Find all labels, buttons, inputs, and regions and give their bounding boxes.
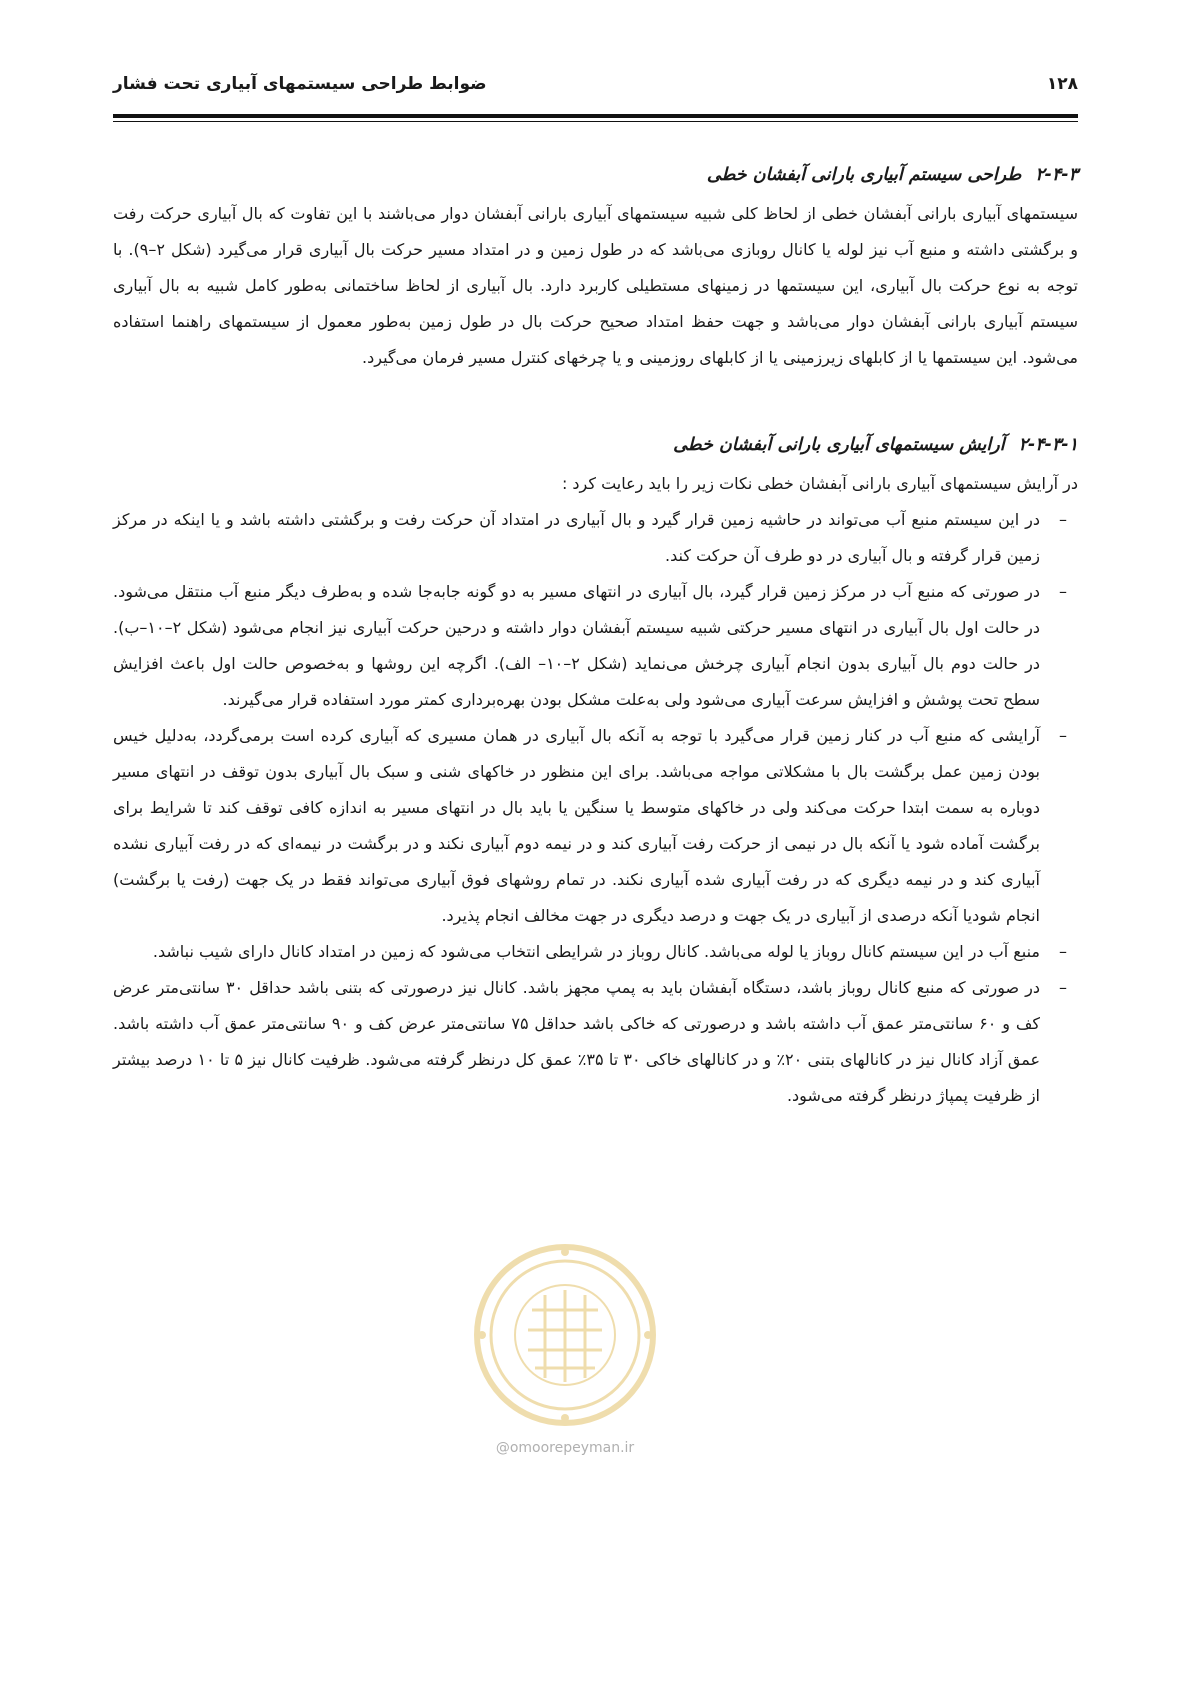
section-spacer [113,376,1078,428]
section-heading [113,158,1078,192]
list-item-text: در صورتی که منبع کانال روباز باشد، دستگاه آبفشان باید به پمپ مجهز باشد. کانال نیز درصورتی که بتنی باشد حداقل ۳۰ سانتی‌متر عرض کف و ۶۰ سانتی‌متر عمق آب داشته باشد و درصورتی که خاکی باشد حداقل ۷۵ سانتی‌متر عرض کف و ۹۰ سانتی‌متر عمق آب داشته باشد. عمق آزاد کانال نیز در کانالهای بتنی ۲۰٪ و در کانالهای خاکی ۳۰ تا ۳۵٪ عمق کل درنظر گرفته می‌شود. ظرفیت کانال نیز ۵ تا ۱۰ درصد بیشتر از ظرفیت پمپاژ درنظر گرفته می‌شود. [113,978,1041,1105]
section-paragraph: سیستمهای آبیاری بارانی آبفشان خطی از لحاظ کلی شبیه سیستمهای آبیاری بارانی آبفشان دوار می‌باشند با این تفاوت که بال آبیاری حرکت رفت و برگشتی داشته و منبع آب نیز لوله یا کانال روبازی می‌باشد که در طول زمین و در امتداد مسیر حرکت بال آبیاری قرار می‌گیرد (شکل ۲–۹). با توجه به نوع حرکت بال آبیاری، این سیستمها در زمینهای مستطیلی کاربرد دارد. بال آبیاری از لحاظ ساختمانی به‌طور کامل شبیه به بال آبیاری سیستم آبیاری بارانی آبفشان دوار می‌باشد و جهت حفظ امتداد صحیح حرکت بال در طول زمین به‌طور معمول از سیستمهای راهنما استفاده می‌شود. این سیستمها یا از کابلهای زیرزمینی یا از کابلهای روزمینی و یا چرخهای کنترل مسیر فرمان می‌گیرد. [113,204,1078,367]
section-number: ۲-۴-۳ [1035,165,1078,185]
bullet-dash: – [1059,942,1067,961]
running-title: ضوابط طراحی سیستمهای آبیاری تحت فشار [113,74,487,94]
list-item [113,970,1078,1114]
bullet-dash: – [1059,726,1067,745]
header-rule-thin [113,121,1078,122]
list-item [113,502,1078,574]
list-item-text: در صورتی که منبع آب در مرکز زمین قرار گیرد، بال آبیاری در انتهای مسیر به دو گونه جابه‌جا شده و به‌طرف دیگر منبع آب منتقل می‌شود. در حالت اول بال آبیاری در انتهای مسیر حرکتی شبیه سیستم آبفشان دوار داشته و درحین حرکت آبیاری نیز انجام می‌شود (شکل ۲–۱۰–ب). در حالت دوم بال آبیاری بدون انجام آبیاری چرخش می‌نماید (شکل ۲–۱۰– الف). اگرچه این روشها و به‌خصوص حالت اول باعث افزایش سطح تحت پوشش و افزایش سرعت آبیاری می‌شود ولی به‌علت مشکل بودن بهره‌برداری کمتر مورد استفاده قرار می‌گیرند. [113,582,1041,709]
section-title: طراحی سیستم آبیاری بارانی آبفشان خطی [706,165,1022,185]
bullet-dash: – [1059,510,1067,529]
watermark-seal-icon [470,1240,660,1430]
list-item [113,574,1078,718]
subsection-number: ۲-۴-۳-۱ [1018,435,1078,455]
list-item-text: در این سیستم منبع آب می‌تواند در حاشیه زمین قرار گیرد و بال آبیاری در امتداد آن حرکت رفت و برگشتی داشته باشد و یا اینکه در مرکز زمین قرار گرفته و بال آبیاری در دو طرف آن حرکت کند. [113,510,1040,565]
list-item-text: آرایشی که منبع آب در کنار زمین قرار می‌گیرد با توجه به آنکه بال آبیاری در همان مسیری که آبیاری کرده است برمی‌گردد، به‌دلیل خیس بودن زمین عمل برگشت بال با مشکلاتی مواجه می‌باشد. برای این منظور در خاکهای شنی و سبک بال آبیاری بدون توقف در انتهای مسیر دوباره به سمت ابتدا حرکت می‌کند ولی در خاکهای متوسط یا سنگین یا باید بال در انتهای مسیر به اندازه کافی توقف کند تا شرایط برای برگشت آماده شود یا آنکه بال در نیمی از حرکت رفت آبیاری کند و در نیمه دوم آبیاری نکند و در برگشت در نیمه‌ای که در رفت آبیاری نشده آبیاری کند و در نیمه دیگری که در رفت آبیاری شده آبیاری نکند. در تمام روشهای فوق آبیاری می‌تواند فقط در یک جهت (رفت یا برگشت) انجام شودیا آنکه درصدی از آبیاری در یک جهت و درصد دیگری در جهت مخالف انجام پذیرد. [113,726,1040,925]
subsection-title: آرایش سیستمهای آبیاری بارانی آبفشان خطی [673,435,1005,455]
list-item [113,934,1078,970]
bullet-dash: – [1059,978,1067,997]
page-number: ۱۲۸ [1046,74,1078,94]
subsection-heading [113,428,1078,462]
watermark-url: @omoorepeyman.ir [495,1440,635,1456]
subsection-intro: در آرایش سیستمهای آبیاری بارانی آبفشان خطی نکات زیر را باید رعایت کرد : [561,474,1078,493]
bullet-dash: – [1059,582,1067,601]
page-header [113,70,1078,104]
list-item [113,718,1078,934]
bullet-list [113,502,1078,1114]
list-item-text: منبع آب در این سیستم کانال روباز یا لوله می‌باشد. کانال روباز در شرایطی انتخاب می‌شود که زمین در امتداد کانال دارای شیب نباشد. [152,942,1040,961]
page-body [113,158,1078,1114]
header-rule-thick [113,114,1078,118]
